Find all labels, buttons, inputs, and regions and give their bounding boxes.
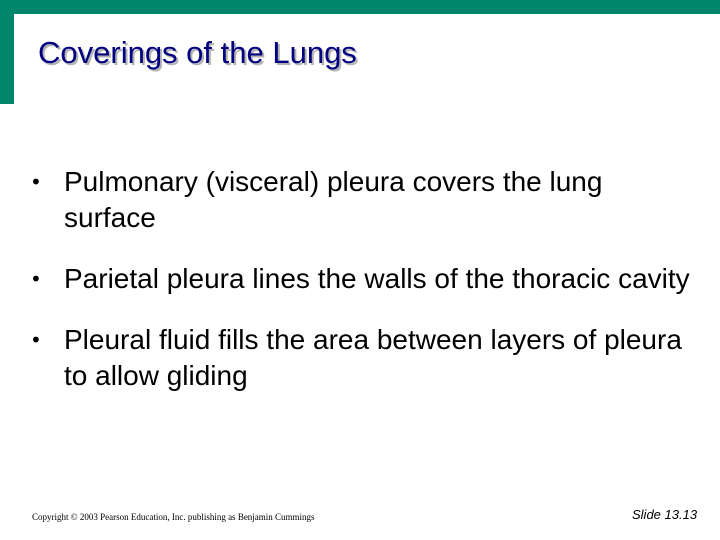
bullet-icon: • bbox=[30, 267, 42, 291]
bullet-text: Parietal pleura lines the walls of the thoracic cavity bbox=[64, 263, 690, 294]
slide-title: Coverings of the Lungs bbox=[38, 35, 357, 70]
bullet-list bbox=[30, 164, 690, 419]
accent-bar-horizontal bbox=[0, 0, 720, 14]
bullet-item bbox=[30, 261, 690, 297]
bullet-item bbox=[30, 164, 690, 236]
accent-bar-vertical bbox=[0, 0, 14, 104]
bullet-text: Pleural fluid fills the area between layers of pleura to allow gliding bbox=[64, 324, 682, 391]
bullet-icon: • bbox=[30, 328, 42, 352]
bullet-icon: • bbox=[30, 170, 42, 194]
bullet-text: Pulmonary (visceral) pleura covers the lung surface bbox=[64, 166, 603, 233]
bullet-item bbox=[30, 322, 690, 394]
slide-number: Slide 13.13 bbox=[632, 507, 698, 522]
copyright-notice: Copyright © 2003 Pearson Education, Inc. publishing as Benjamin Cummings bbox=[32, 512, 315, 522]
